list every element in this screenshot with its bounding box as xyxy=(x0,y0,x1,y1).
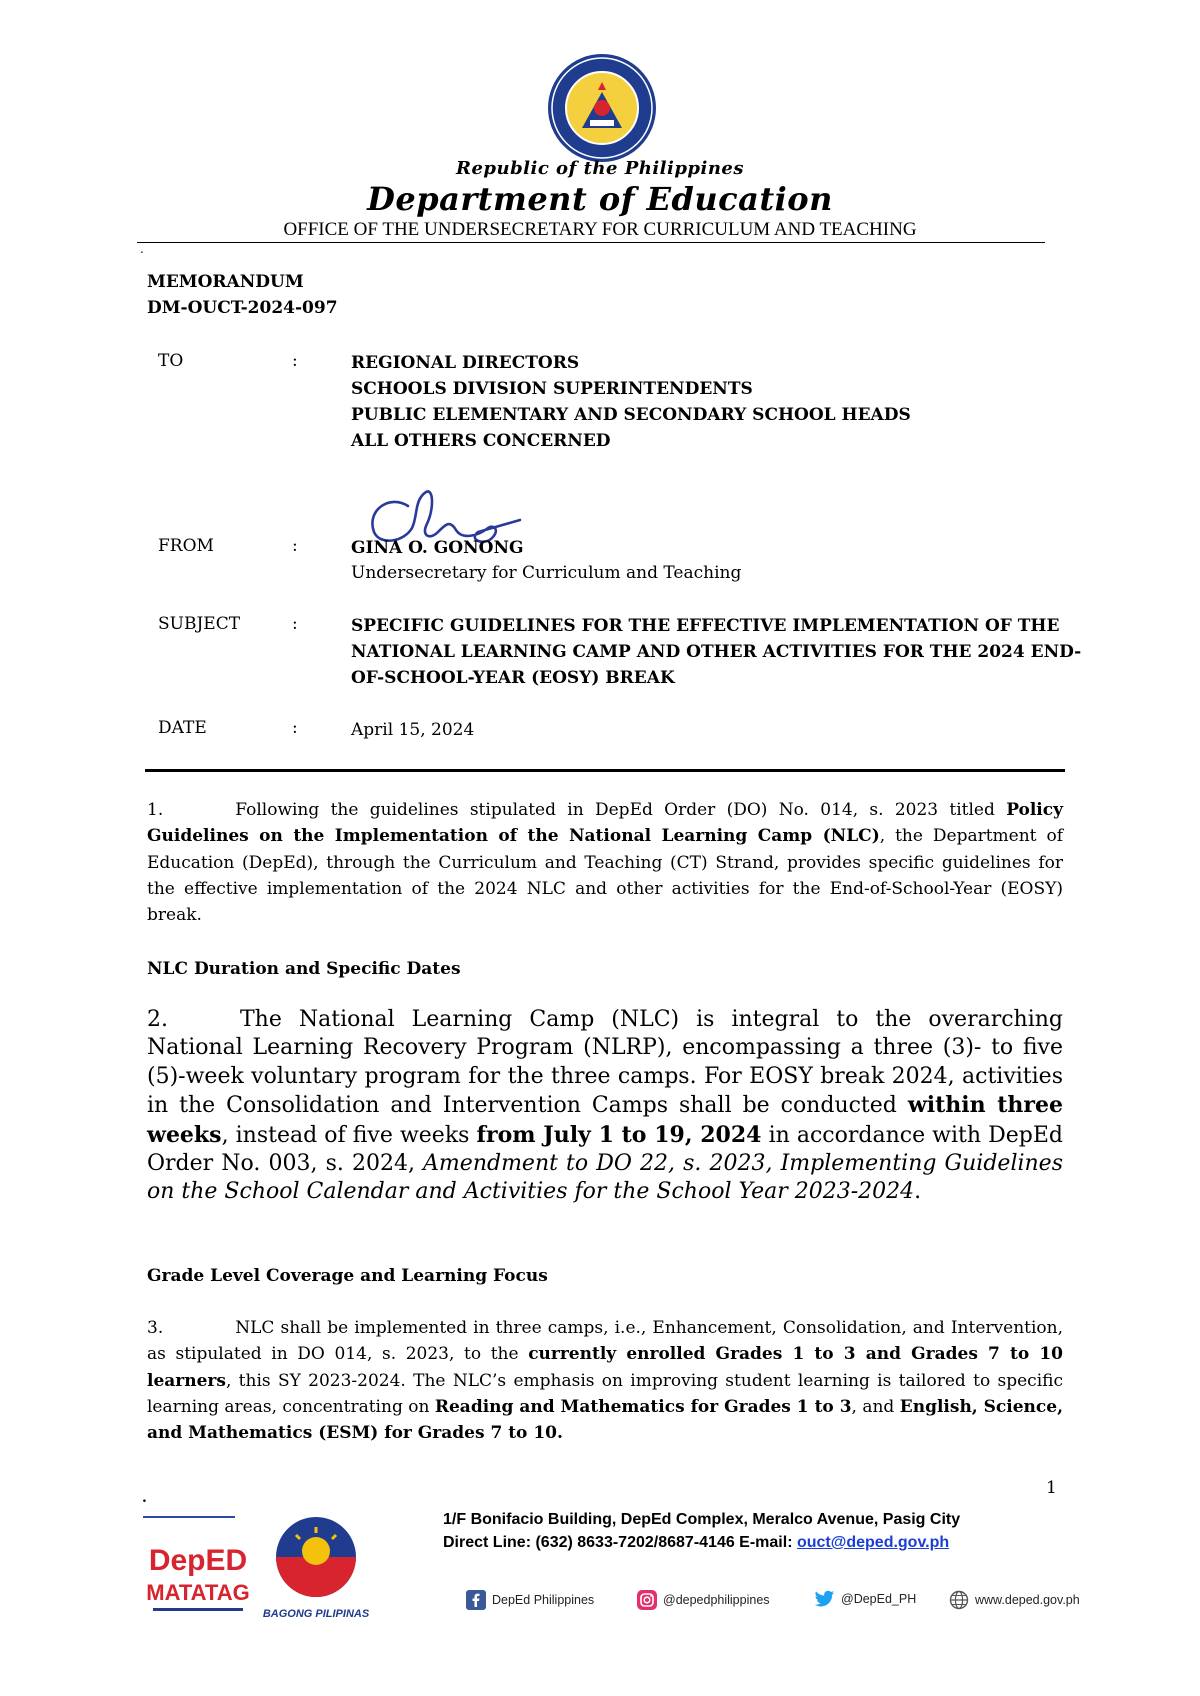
globe-icon xyxy=(949,1590,969,1610)
header-dot: . xyxy=(140,242,144,256)
bagong-pilipinas-logo xyxy=(256,1505,376,1625)
footer-address xyxy=(443,1508,960,1554)
social-instagram[interactable] xyxy=(637,1590,770,1610)
svg-text:MATATAG: MATATAG xyxy=(146,1580,250,1605)
date-value: April 15, 2024 xyxy=(351,720,475,740)
memo-number: DM-OUCT-2024-097 xyxy=(147,298,338,318)
recipient-line: ALL OTHERS CONCERNED xyxy=(351,431,611,451)
address-line: 1/F Bonifacio Building, DepEd Complex, Meralco Avenue, Pasig City xyxy=(443,1511,961,1528)
deped-seal-logo xyxy=(546,52,658,164)
date-label: DATE xyxy=(158,718,207,738)
from-title: Undersecretary for Curriculum and Teaching xyxy=(351,563,742,583)
footer-dot: . xyxy=(142,1490,147,1506)
instagram-icon xyxy=(637,1590,657,1610)
to-recipients xyxy=(351,350,911,454)
social-twitter[interactable] xyxy=(815,1590,916,1608)
subject-value: SPECIFIC GUIDELINES FOR THE EFFECTIVE IMPLEMENTATION OF THE NATIONAL LEARNING CAMP AND OTHER ACTIVITIES FOR THE 2024 END-OF-SCHOOL-YEAR (EOSY) BREAK xyxy=(351,616,1082,688)
to-colon: : xyxy=(292,351,298,371)
paragraph-number: 2. xyxy=(147,1007,168,1032)
twitter-icon xyxy=(815,1590,835,1608)
section-heading-grade-level: Grade Level Coverage and Learning Focus xyxy=(147,1266,548,1286)
main-divider xyxy=(145,769,1065,772)
social-website[interactable] xyxy=(949,1590,1080,1610)
from-colon: : xyxy=(292,536,298,556)
from-label: FROM xyxy=(158,536,214,556)
email-link[interactable]: ouct@deped.gov.ph xyxy=(796,1534,950,1551)
memo-label: MEMORANDUM xyxy=(147,272,304,292)
svg-text:DepED: DepED xyxy=(148,1544,248,1577)
date-colon: : xyxy=(292,718,298,738)
paragraph-number: 1. xyxy=(147,800,164,820)
website-label: www.deped.gov.ph xyxy=(975,1593,1080,1607)
contact-line: Direct Line: (632) 8633-7202/8687-4146 E-mail: ouct@deped.gov.ph xyxy=(443,1534,950,1551)
header-divider xyxy=(137,242,1045,243)
republic-heading: Republic of the Philippines xyxy=(455,158,745,179)
to-label: TO xyxy=(158,351,184,371)
recipient-line: PUBLIC ELEMENTARY AND SECONDARY SCHOOL HEADS xyxy=(351,405,911,425)
office-heading: OFFICE OF THE UNDERSECRETARY FOR CURRICULUM AND TEACHING xyxy=(283,219,917,240)
paragraph-3: 3. NLC shall be implemented in three camps, i.e., Enhancement, Consolidation, and Intervention, as stipulated in DO 014, s. 2023, to the currently enrolled Grades 1 to 3 and Grades 7 to 10 learners, this SY 2023-2024. The NLC’s emphasis on improving student learning is tailored to specific learning areas, concentrating on Reading and Mathematics for Grades 1 to 3, and English, Science, and Mathematics (ESM) for Grades 7 to 10. xyxy=(147,1318,1064,1444)
department-heading: Department of Education xyxy=(367,180,833,218)
paragraph-number: 3. xyxy=(147,1318,164,1338)
svg-text:BAGONG PILIPINAS: BAGONG PILIPINAS xyxy=(262,1608,370,1620)
paragraph-2: 2. The National Learning Camp (NLC) is integral to the overarching National Learning Recovery Program (NLRP), encompassing a three (3)- to five (5)-week voluntary program for the three camps. For EOSY break 2024, activities in the Consolidation and Intervention Camps shall be conducted within three weeks, instead of five weeks from July 1 to 19, 2024 in accordance with DepEd Order No. 003, s. 2024, Amendment to DO 22, s. 2023, Implementing Guidelines on the School Calendar and Activities for the School Year 2023-2024. xyxy=(147,1007,1064,1205)
facebook-label: DepEd Philippines xyxy=(492,1593,595,1607)
twitter-label: @DepEd_PH xyxy=(841,1592,917,1606)
social-facebook[interactable] xyxy=(466,1590,594,1610)
from-name: GINA O. GONONG xyxy=(351,538,524,558)
instagram-label: @depedphilippines xyxy=(663,1593,770,1607)
recipient-line: REGIONAL DIRECTORS xyxy=(351,353,580,373)
deped-matatag-logo xyxy=(143,1532,253,1622)
section-heading-nlc-duration: NLC Duration and Specific Dates xyxy=(147,959,461,979)
footer-divider xyxy=(143,1516,235,1518)
subject-label: SUBJECT xyxy=(158,614,241,634)
page-number: 1 xyxy=(1046,1478,1057,1498)
recipient-line: SCHOOLS DIVISION SUPERINTENDENTS xyxy=(351,379,753,399)
subject-colon: : xyxy=(292,614,298,634)
facebook-icon xyxy=(466,1590,486,1610)
paragraph-1: 1. Following the guidelines stipulated in DepEd Order (DO) No. 014, s. 2023 titled Policy Guidelines on the Implementation of the National Learning Camp (NLC), the Department of Education (DepEd), through the Curriculum and Teaching (CT) Strand, provides specific guidelines for the effective implementation of the 2024 NLC and other activities for the End-of-School-Year (EOSY) break. xyxy=(147,800,1063,926)
